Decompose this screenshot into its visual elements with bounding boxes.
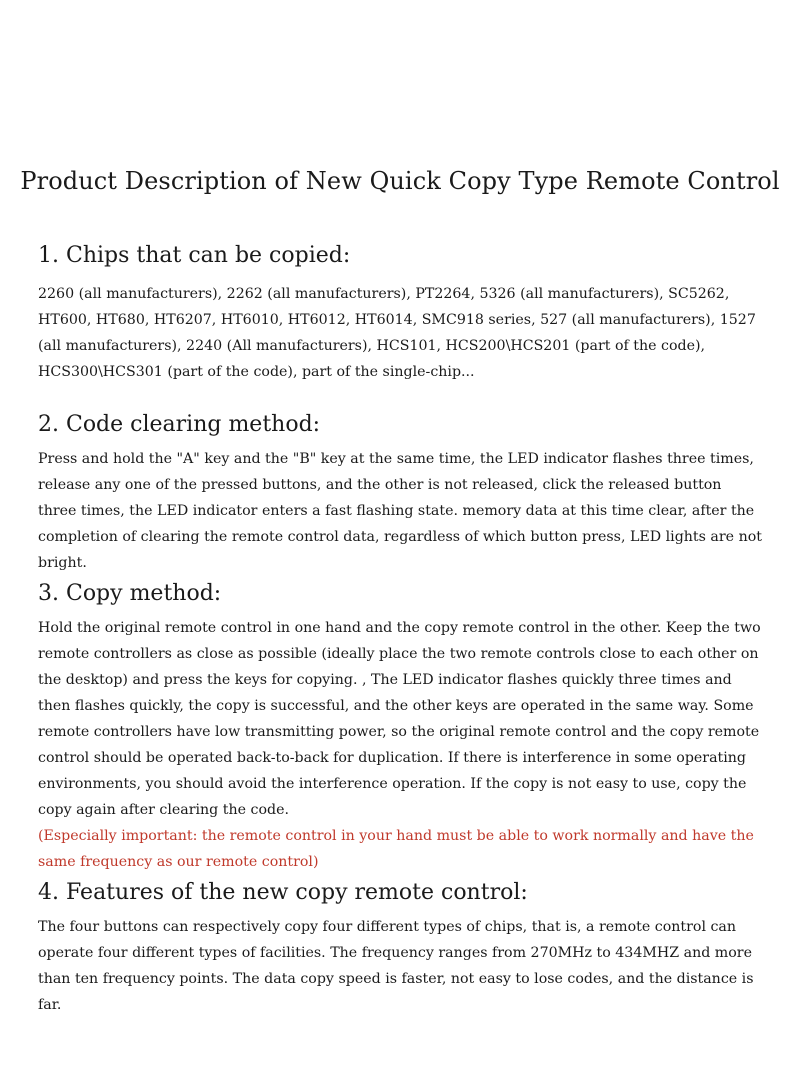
section-heading: 3. Copy method: bbox=[38, 581, 222, 606]
section-body: 2260 (all manufacturers), 2262 (all manufacturers), PT2264, 5326 (all manufacturers), SC5262, HT600, HT680, HT6207, HT6010, HT6012, HT6014, SMC918 series, 527 (all manufacturers), 1527 (all manufacturers), 2240 (All manufacturers), HCS101, HCS200\HCS201 (part of the code), HCS300\HCS301 (part of the code), part of the single-chip... bbox=[38, 286, 756, 380]
section-body: The four buttons can respectively copy four different types of chips, that is, a remote control can operate four different types of facilities. The frequency ranges from 270MHz to 434MHZ and more than ten frequency points. The data copy speed is faster, not easy to lose codes, and the distance is far. bbox=[38, 919, 754, 1013]
section-copy-method bbox=[38, 579, 764, 875]
important-note: (Especially important: the remote control in your hand must be able to work normally and have the same frequency as our remote control) bbox=[38, 828, 754, 870]
section-features bbox=[38, 878, 764, 1018]
section-heading: 1. Chips that can be copied: bbox=[38, 243, 351, 268]
page-title: Product Description of New Quick Copy Type Remote Control bbox=[20, 167, 780, 195]
section-heading: 4. Features of the new copy remote control: bbox=[38, 880, 528, 905]
section-body: Hold the original remote control in one hand and the copy remote control in the other. Keep the two remote controllers as close as possible (ideally place the two remote controls close to each other on the desktop) and press the keys for copying. , The LED indicator flashes quickly three times and then flashes quickly, the copy is successful, and the other keys are operated in the same way. Some remote controllers have low transmitting power, so the original remote control and the copy remote control should be operated back-to-back for duplication. If there is interference in some operating environments, you should avoid the interference operation. If the copy is not easy to use, copy the copy again after clearing the code. bbox=[38, 620, 761, 818]
section-body: Press and hold the "A" key and the "B" key at the same time, the LED indicator flashes three times, release any one of the pressed buttons, and the other is not released, click the released button three times, the LED indicator enters a fast flashing state. memory data at this time clear, after the completion of clearing the remote control data, regardless of which button press, LED lights are not bright. bbox=[38, 451, 762, 571]
section-heading: 2. Code clearing method: bbox=[38, 412, 321, 437]
section-code-clearing bbox=[38, 410, 764, 576]
section-chips bbox=[38, 241, 764, 385]
